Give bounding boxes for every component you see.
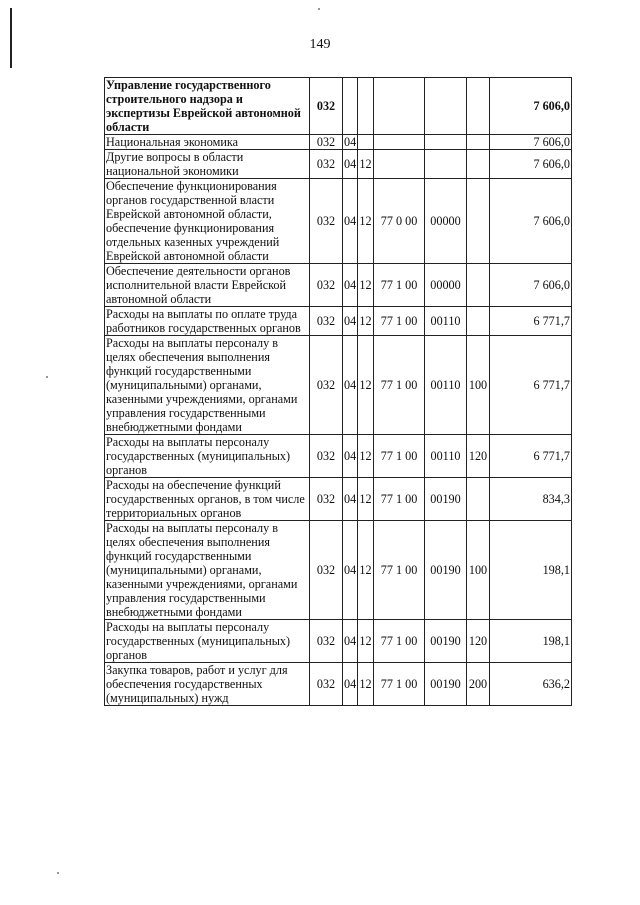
row-program-cell [374,78,425,135]
row-subsection-cell [358,135,374,150]
table-row [105,264,572,307]
row-expense-type-cell: 200 [467,663,490,706]
row-code-cell: 032 [310,620,343,663]
table-row [105,521,572,620]
scan-speck [46,376,48,378]
row-direction-cell: 00110 [425,307,467,336]
row-name-cell: Расходы на выплаты персоналу в целях обеспечения выполнения функций государственными (муниципальными) органами, казенными учреждениями, органами управления государственными внебюджетными фондами [105,521,310,620]
row-name-cell: Управление государственного строительного надзора и экспертизы Еврейской автономной области [105,78,310,135]
row-expense-type-cell: 120 [467,435,490,478]
row-amount-cell: 198,1 [490,620,572,663]
row-direction-cell: 00110 [425,336,467,435]
row-name-cell: Обеспечение деятельности органов исполнительной власти Еврейской автономной области [105,264,310,307]
row-program-cell: 77 1 00 [374,478,425,521]
table-row [105,150,572,179]
row-name-cell: Расходы на обеспечение функций государственных органов, в том числе территориальных органов [105,478,310,521]
row-direction-cell: 00000 [425,179,467,264]
row-code-cell: 032 [310,663,343,706]
page-number: 149 [309,37,331,52]
table-row [105,307,572,336]
row-code-cell: 032 [310,478,343,521]
row-section-cell: 04 [343,179,358,264]
row-section-cell: 04 [343,435,358,478]
row-name-cell: Расходы на выплаты персоналу государственных (муниципальных) органов [105,435,310,478]
table-row [105,478,572,521]
row-expense-type-cell: 120 [467,620,490,663]
row-section-cell: 04 [343,620,358,663]
row-code-cell: 032 [310,78,343,135]
row-code-cell: 032 [310,521,343,620]
table-row [105,135,572,150]
row-section-cell: 04 [343,663,358,706]
row-code-cell: 032 [310,150,343,179]
row-section-cell: 04 [343,150,358,179]
row-section-cell: 04 [343,307,358,336]
row-program-cell: 77 1 00 [374,264,425,307]
row-direction-cell: 00190 [425,478,467,521]
row-expense-type-cell [467,307,490,336]
row-direction-cell [425,150,467,179]
row-code-cell: 032 [310,336,343,435]
budget-table [104,77,572,706]
row-subsection-cell: 12 [358,663,374,706]
row-name-cell: Расходы на выплаты персоналу в целях обеспечения выполнения функций государственными (муниципальными) органами, казенными учреждениями, органами управления государственными внебюджетными фондами [105,336,310,435]
row-subsection-cell [358,78,374,135]
row-subsection-cell: 12 [358,620,374,663]
row-subsection-cell: 12 [358,521,374,620]
row-subsection-cell: 12 [358,307,374,336]
row-code-cell: 032 [310,135,343,150]
row-amount-cell: 834,3 [490,478,572,521]
row-program-cell: 77 1 00 [374,336,425,435]
row-amount-cell: 7 606,0 [490,179,572,264]
scan-speck [57,872,59,874]
row-amount-cell: 7 606,0 [490,135,572,150]
row-section-cell: 04 [343,264,358,307]
row-expense-type-cell [467,478,490,521]
row-expense-type-cell: 100 [467,521,490,620]
row-code-cell: 032 [310,307,343,336]
row-amount-cell: 6 771,7 [490,435,572,478]
row-amount-cell: 7 606,0 [490,264,572,307]
row-name-cell: Национальная экономика [105,135,310,150]
row-program-cell: 77 0 00 [374,179,425,264]
row-name-cell: Обеспечение функционирования органов государственной власти Еврейской автономной области, обеспечение функционирования отдельных казенных учреждений Еврейской автономной области [105,179,310,264]
table-row [105,620,572,663]
row-section-cell: 04 [343,478,358,521]
table-row [105,179,572,264]
row-direction-cell [425,135,467,150]
row-direction-cell: 00190 [425,620,467,663]
row-expense-type-cell [467,135,490,150]
row-subsection-cell: 12 [358,179,374,264]
row-name-cell: Расходы на выплаты персоналу государственных (муниципальных) органов [105,620,310,663]
row-amount-cell: 7 606,0 [490,150,572,179]
row-expense-type-cell [467,150,490,179]
row-program-cell: 77 1 00 [374,521,425,620]
row-program-cell: 77 1 00 [374,307,425,336]
row-section-cell: 04 [343,336,358,435]
row-direction-cell: 00110 [425,435,467,478]
row-section-cell: 04 [344,135,357,149]
row-expense-type-cell [467,264,490,307]
row-program-cell: 77 1 00 [374,435,425,478]
row-subsection-cell: 12 [358,150,374,179]
row-direction-cell: 00000 [425,264,467,307]
row-direction-cell: 00190 [425,521,467,620]
row-amount-cell: 6 771,7 [490,336,572,435]
scan-speck [318,8,320,10]
row-program-cell: 77 1 00 [374,663,425,706]
row-code-cell: 032 [310,264,343,307]
row-section-cell [343,78,358,135]
row-subsection-cell: 12 [358,435,374,478]
row-expense-type-cell: 100 [467,336,490,435]
row-program-cell: 77 1 00 [374,620,425,663]
row-direction-cell: 00190 [425,663,467,706]
table-row [105,336,572,435]
row-amount-cell: 6 771,7 [490,307,572,336]
row-name-cell: Закупка товаров, работ и услуг для обеспечения государственных (муниципальных) нужд [105,663,310,706]
row-program-cell [374,135,425,150]
table-row [105,435,572,478]
row-expense-type-cell [467,179,490,264]
row-code-cell: 032 [310,435,343,478]
row-subsection-cell: 12 [358,336,374,435]
row-name-cell: Другие вопросы в области национальной экономики [105,150,310,179]
row-expense-type-cell [467,78,490,135]
row-subsection-cell: 12 [358,478,374,521]
row-name-cell: Расходы на выплаты по оплате труда работников государственных органов [105,307,310,336]
table-row [105,78,572,135]
row-amount-cell: 636,2 [490,663,572,706]
row-subsection-cell: 12 [358,264,374,307]
row-direction-cell [425,78,467,135]
row-amount-cell: 198,1 [490,521,572,620]
row-code-cell: 032 [310,179,343,264]
row-program-cell [374,150,425,179]
row-amount-cell: 7 606,0 [490,78,572,135]
table-row [105,663,572,706]
budget-table-body [105,78,572,706]
row-section-cell: 04 [343,521,358,620]
